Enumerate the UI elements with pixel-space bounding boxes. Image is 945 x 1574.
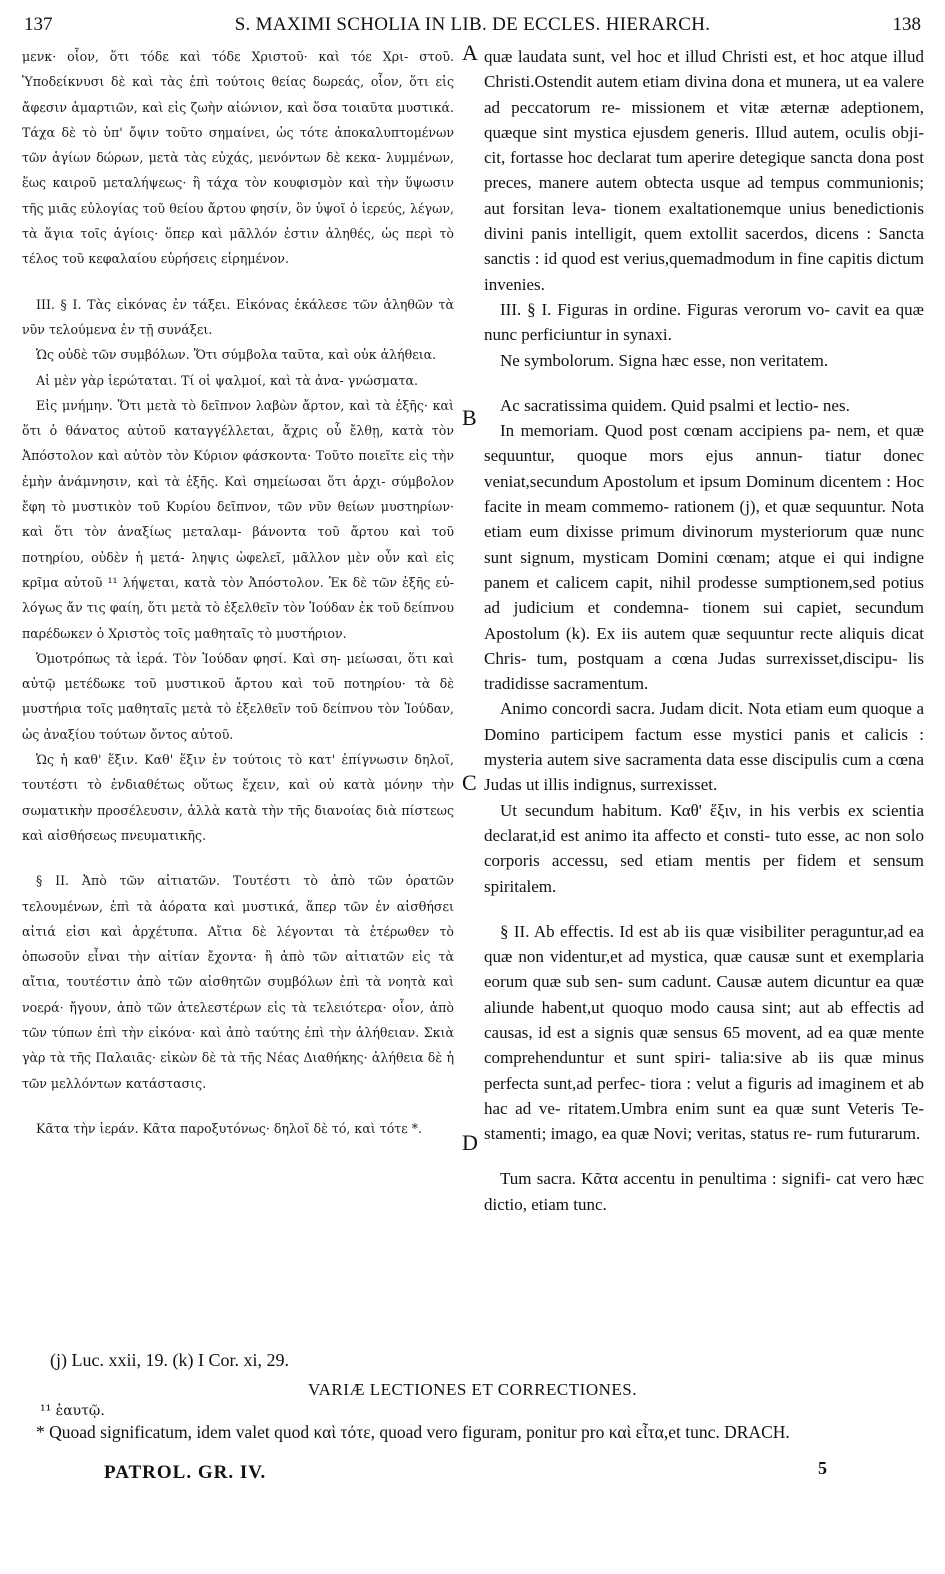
page-number-right: 138 <box>892 14 921 35</box>
variant-reading-2: * Quoad significatum, idem valet quod καὶ τότε, quoad vero figuram, ponitur pro καὶ εἶτα,et tunc. DRACH. <box>36 1422 790 1442</box>
latin-column <box>484 44 924 1217</box>
greek-paragraph: Εἰς μνήμην. Ὅτι μετὰ τὸ δεῖπνον λαβὼν ἄρτον, καὶ τὰ ἑξῆς· καὶ ὅτι ὁ θάνατος αὐτοῦ καταγγέλλεται, ἄχρις οὗ ἔλθῃ, κατὰ τὸν Ἀπόστολον καὶ αὐτὸν τὸν Κύριον φάσκοντα· Τοῦτο ποιεῖτε εἰς τὴν ἐμὴν ἀνάμνησιν, καὶ τὰ ἑξῆς. Καὶ σημείωσαι ὅτι ἀρχι- σύμβολον ἔφη τὸ μυστικὸν τοῦ Κυρίου δεῖπνον, τῶν νῦν θείων μυστηρίων· καὶ ὅτι τὸν ἀναξίως μεταλαμ- βάνοντα τοῦ ἄρτου καὶ τοῦ ποτηρίου, οὐδὲν ἡ μετά- ληψις ὠφελεῖ, μᾶλλον μὲν οὖν καὶ εἰς κρῖμα αὐτοῦ ¹¹ λήψεται, κατὰ τὸν Ἀπόστολον. Ἐκ δὲ τῶν ἑξῆς εὐ- λόγως ἄν τις φαίη, ὅτι μετὰ τὸ ἐξελθεῖν τὸν Ἰούδαν ἐκ τοῦ δείπνου παρέδωκεν ὁ Χριστὸς τοῖς μαθηταῖς τὸ μυστήριον. <box>22 397 454 641</box>
latin-paragraph: In memoriam. Quod post cœnam accipiens pa- nem, et quæ sequuntur, quoque mors ejus annun- tiatur donec veniat,secundum Apostolum et ipsum Dominum dicentem : Hoc facite in meam commemo- rationem (j), et quæ sequuntur. Nota etiam eum dixisse primum divinorum mysteriorum quæ nunc sunt signum, mysticam Domini cœnam; atque ei qui indigne panem et calicem capit, nihil prodesse sumptionem,sed potius ad judicium et condemna- tionem sui capiet, secundum Apostolum (k). Ex iis autem quæ sequuntur recte aliquis dicat Chris- tum, postquam a cœna Judas surrexisset,discipu- lis tradidisse sacramentum. <box>484 421 924 694</box>
latin-paragraph: III. § I. Figuras in ordine. Figuras verorum vo- cavit ea quæ nunc perficiuntur in synaxi. <box>484 299 924 345</box>
latin-paragraph: Animo concordi sacra. Judam dicit. Nota etiam eum quoque a Domino participem factum esse mystici panis et calicis : mysteria autem sive sacramenta data esse discipulis cum a cœna Judas ut illis indignus, surrexisset. <box>484 699 924 795</box>
greek-paragraph: Αἱ μὲν γὰρ ἱερώταται. Τί οἱ ψαλμοί, καὶ τὰ ἀνα- γνώσματα. <box>36 372 418 388</box>
footer-patrol: PATROL. GR. IV. <box>104 1462 267 1483</box>
margin-letter-b: B <box>462 405 477 430</box>
greek-paragraph: Ὡς ἡ καθ' ἕξιν. Καθ' ἕξιν ἐν τούτοις τὸ κατ' ἐπίγνωσιν δηλοῖ, τουτέστι τὸ ἐνδιαθέτως οὕτως ἔχειν, καὶ οὐ κατὰ μόνην τὴν σωματικὴν προσέλευσιν, ἀλλὰ κατὰ τὴν τῆς διανοίας διὰ πίστεως καὶ αἰσθήσεως πνευματικῆς. <box>22 752 454 843</box>
greek-paragraph: μενκ· οἷον, ὅτι τόδε καὶ τόδε Χριστοῦ· καὶ τόε Χρι- στοῦ. Ὑποδείκνυσι δὲ καὶ τὰς ἐπὶ τούτοις θείας δωρεάς, οἷον, ὅτι εἰς ἄφεσιν ἁμαρτιῶν, καὶ εἰς ζωὴν αἰώνιον, καὶ ὅσα τοιαῦτα μυστικά. Τάχα δὲ τὸ ὑπ' ὄψιν τοῦτο σημαίνει, ὡς τότε ἀποκαλυπτομένων τῶν ἁγίων δώρων, μετὰ τὰς εὐχάς, μενόντων δὲ κεκα- λυμμένων, ἕως καιροῦ μεταλήψεως· ἢ τάχα τὸν κουφισμὸν καὶ τὴν ὕψωσιν τῆς μιᾶς εὐλογίας τοῦ θείου ἄρτου φησίν, ὃν ὑψοῖ ὁ ἱερεύς, λέγων, τὰ ἅγια τοῖς ἁγίοις· ὅπερ καὶ μᾶλλόν ἐστιν ἀληθές, ὡς περὶ τὸ τέλος τοῦ κεφαλαίου εὑρήσεις εἰρημένον. <box>22 49 454 267</box>
greek-paragraph: Κᾶτα τὴν ἱεράν. Κᾶτα παροξυτόνως· δηλοῖ δὲ τό, καὶ τότε *. <box>36 1120 423 1136</box>
signature-mark: 5 <box>818 1458 827 1478</box>
latin-paragraph: § II. Ab effectis. Id est ab iis quæ visibiliter peraguntur,ad ea quæ non videntur,et ad mystica, quæ causæ sunt et exemplaria eorum quæ sub sen- sum cadunt. Causæ autem dicuntur ea quæ aliunde habent,ut quoquo modo causa sint; aut ab effectis ad causas, id est a signis quæ sensus 65 movent, ad ea quæ mente comprehenduntur et sunt spiri- talia:sive ab iis quæ minus perfecta sunt,ad perfec- tiora : velut a figuris ad imaginem et ab hac ad ve- ritatem.Umbra enim sunt ea quæ sunt Veteris Te- stamenti; imago, ea quæ Novi; veritas, status re- rum futurarum. <box>484 921 924 1144</box>
greek-paragraph: § II. Ἀπὸ τῶν αἰτιατῶν. Τουτέστι τὸ ἀπὸ τῶν ὁρατῶν τελουμένων, ἐπὶ τὰ ἀόρατα καὶ μυστικά, ἅπερ τῶν ἐν αἰσθήσει αἰτιά εἰσι καὶ ἀρχέτυπα. Αἴτια δὲ λέγονται τὰ ἑτέρωθεν τὸ ὁπωσοῦν εἶναι τὴν αἰτίαν ἔχοντα· ἢ ἀπὸ τῶν αἰτιατῶν εἰς τὰ αἴτια, τουτέστιν ἀπὸ τῶν αἰσθητῶν συμβόλων ἐπὶ τὰ νοητὰ καὶ νοερά· ἤγουν, ἀπὸ τῶν ἀτελεστέρων εἰς τὰ τελειότερα· οἷον, ἀπὸ τῶν τύπων ἐπὶ τὴν εἰκόνα· καὶ ἀπὸ ταύτης ἐπὶ τὴν ἀλήθειαν. Σκιὰ γὰρ τὰ τῆς Παλαιᾶς· εἰκὼν δὲ τὰ τῆς Νέας Διαθήκης· ἀλήθεια δὲ ἡ τῶν μελλόντων κατάστασις. <box>22 873 454 1091</box>
page-number-left: 137 <box>24 14 53 35</box>
variant-reading-1: ¹¹ ἑαυτῷ. <box>40 1403 105 1419</box>
greek-paragraph: Ὡς οὐδὲ τῶν συμβόλων. Ὅτι σύμβολα ταῦτα, καὶ οὐκ ἀλήθεια. <box>36 347 437 363</box>
latin-paragraph: quæ laudata sunt, vel hoc et illud Christi est, et hoc atque illud Christi.Ostendit autem etiam divina dona et munera, ut ea valere ad peccatorum re- missionem et vitæ æternæ adeptionem, quæque sint mystica ejusdem generis. Illud autem, oculis obji- cit, fortasse hoc declarat tum aperire detegique sancta dona post preces, manere autem obtecta usque ad tempus communionis; aut forsitan leva- tionem exaltationemque unius benedictionis divini panis intelligit, quem extollit sacerdos, dicens : Sancta sanctis : id quod est verius,quemadmodum in fine capitis dictum invenies. <box>484 47 924 294</box>
margin-letter-c: C <box>462 770 477 795</box>
latin-paragraph: Ac sacratissima quidem. Quid psalmi et lectio- nes. <box>500 395 850 415</box>
page-header <box>24 14 921 40</box>
footnotes: (j) Luc. xxii, 19. (k) I Cor. xi, 29. <box>50 1350 289 1370</box>
latin-paragraph: Tum sacra. Κᾶτα accentu in penultima : signifi- cat vero hæc dictio, etiam tunc. <box>484 1169 924 1214</box>
greek-paragraph: Ὁμοτρόπως τὰ ἱερά. Τὸν Ἰούδαν φησί. Καὶ ση- μείωσαι, ὅτι καὶ αὐτῷ μετέδωκε τοῦ μυστικοῦ ἄρτου καὶ τοῦ ποτηρίου· τὰ δὲ μυστήρια τοῖς μαθηταῖς μετὰ τὸ ἐξελθεῖν τοῦ δείπνου τὸν Ἰούδαν, ὡς ἀναξίου τούτων ὄντος αὐτοῦ. <box>22 650 454 742</box>
greek-column <box>22 44 454 1141</box>
greek-paragraph: III. § I. Τὰς εἰκόνας ἐν τάξει. Εἰκόνας ἐκάλεσε τῶν ἀληθῶν τὰ νῦν τελούμενα ἐν τῇ συνάξει. <box>22 296 454 337</box>
margin-letter-d: D <box>462 1130 478 1155</box>
running-title: S. MAXIMI SCHOLIA IN LIB. DE ECCLES. HIERARCH. <box>234 14 711 35</box>
variae-lectiones-title: VARIÆ LECTIONES ET CORRECTIONES. <box>308 1380 637 1399</box>
latin-paragraph: Ut secundum habitum. Καθ' ἕξιν, in his verbis ex scientia declarat,id est animo ita affecto et consti- tuto esse, ac non solo corporis accessu, sed etiam mentis per fidem et sensum spiritalem. <box>484 800 924 896</box>
margin-letter-a: A <box>462 40 478 65</box>
latin-paragraph: Ne symbolorum. Signa hæc esse, non veritatem. <box>500 350 829 370</box>
